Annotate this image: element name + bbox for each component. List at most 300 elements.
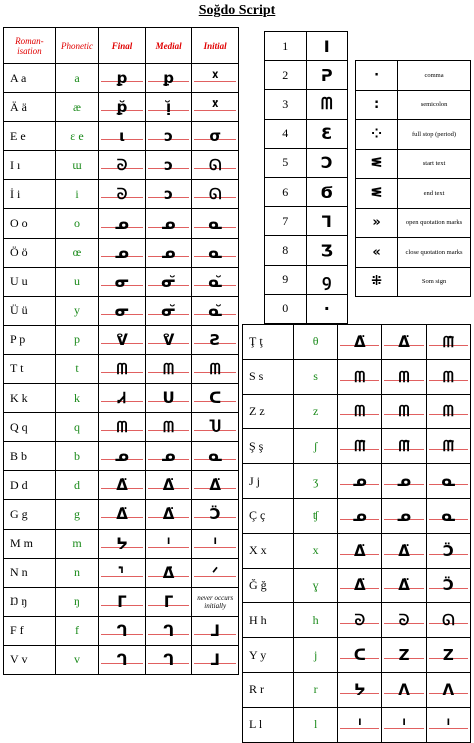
romanisation-cell: Ü ü [4, 296, 56, 325]
glyph: ᐃ̈ [209, 476, 221, 495]
phonetic-cell: ʒ [294, 464, 338, 499]
letter-row [4, 354, 239, 383]
letter-row [4, 93, 239, 122]
medial-form-cell [145, 529, 192, 558]
phonetic-cell: æ [55, 93, 98, 122]
glyph-baseline [427, 505, 470, 527]
initial-form-cell [426, 568, 470, 603]
glyph: ᗰ [354, 367, 366, 386]
letter-row [4, 500, 239, 529]
medial-form-cell [382, 464, 426, 499]
glyph-baseline [382, 714, 425, 736]
numeral-row [265, 294, 348, 323]
glyph-baseline [338, 331, 381, 353]
numeral-glyph-cell [306, 177, 348, 206]
phonetic-cell: ʧ [294, 498, 338, 533]
glyph: ᴉ̆ [166, 98, 172, 117]
punctuation-row [356, 208, 471, 238]
medial-form-cell [382, 533, 426, 568]
numeral-row [265, 177, 348, 206]
glyph: Ɔ̈ [209, 505, 221, 524]
medial-form-cell [382, 603, 426, 638]
final-form-cell [99, 267, 146, 296]
letter-row [4, 151, 239, 180]
numeral-glyph: Ꞁ [321, 211, 332, 231]
numeral-glyph-cell [306, 207, 348, 236]
glyph-baseline [146, 562, 192, 584]
glyph: ι [119, 127, 125, 146]
glyph: ᒧ [210, 621, 220, 640]
numeral-glyph-cell [306, 294, 348, 323]
punctuation-table [355, 60, 471, 297]
numeral-glyph: Ʒ [320, 240, 333, 260]
numeral-value: 1 [265, 32, 307, 61]
phonetic-cell: ɯ [55, 151, 98, 180]
letter-row [4, 471, 239, 500]
numeral-glyph-cell [306, 119, 348, 148]
romanisation-cell: S s [243, 359, 294, 394]
glyph: ᗰ [209, 359, 221, 378]
glyph-baseline [146, 533, 192, 555]
phonetic-cell: f [55, 616, 98, 645]
numeral-value: 0 [265, 294, 307, 323]
glyph: Ⴎ [209, 418, 222, 437]
letter-row [4, 529, 239, 558]
glyph-baseline [192, 358, 238, 380]
numeral-row [265, 61, 348, 90]
glyph-baseline [427, 331, 470, 353]
phonetic-cell: j [294, 638, 338, 673]
initial-form-cell [192, 64, 239, 93]
glyph: ᕁ̈ [211, 98, 220, 117]
initial-form-cell [192, 151, 239, 180]
romanisation-cell: Ğ ğ [243, 568, 294, 603]
glyph-baseline [99, 474, 145, 496]
punctuation-description: close quotation marks [398, 238, 471, 268]
medial-form-cell [145, 587, 192, 616]
glyph: ᐃ̈ [162, 476, 175, 495]
glyph: ᘐ [116, 185, 128, 204]
glyph-baseline [338, 574, 381, 596]
glyph: ᐃ̈ [398, 332, 410, 351]
phonetic-cell: ŋ [55, 587, 98, 616]
glyph-baseline [192, 271, 238, 293]
glyph: ᓇ [208, 214, 223, 233]
glyph-baseline [99, 387, 145, 409]
glyph: ᐃ̈ [398, 576, 410, 595]
glyph-baseline [99, 562, 145, 584]
glyph: ᓄ [115, 243, 129, 262]
glyph: ᐃ̈ [354, 541, 366, 560]
glyph-baseline [192, 503, 238, 525]
glyph: ꝑ̆ [116, 98, 128, 117]
initial-form-cell [426, 359, 470, 394]
glyph: ᑊ [446, 715, 451, 734]
medial-form-cell [145, 413, 192, 442]
letter-row [4, 267, 239, 296]
medial-form-cell [145, 325, 192, 354]
punctuation-symbol: : [356, 90, 398, 120]
initial-form-cell [192, 93, 239, 122]
numeral-glyph-cell [306, 32, 348, 61]
glyph: ᒉ [163, 650, 175, 669]
glyph-baseline [382, 609, 425, 631]
final-form-cell [99, 587, 146, 616]
glyph-baseline [382, 470, 425, 492]
glyph-baseline [338, 609, 381, 631]
punctuation-description: end text [398, 179, 471, 209]
letter-row [243, 568, 471, 603]
glyph: ꝑ [163, 69, 174, 88]
romanisation-cell: B b [4, 442, 56, 471]
glyph: ᓄ [161, 447, 176, 466]
numeral-glyph: ꝯ [322, 270, 332, 290]
glyph-baseline [99, 503, 145, 525]
glyph: ᗰ [442, 367, 454, 386]
glyph: σ [209, 127, 222, 146]
glyph: Ɔ̈ [442, 541, 454, 560]
final-form-cell [338, 638, 382, 673]
header-medial: Medial [145, 28, 192, 64]
punctuation-symbol: ⁜ [356, 267, 398, 297]
initial-form-cell [192, 413, 239, 442]
final-form-cell [99, 93, 146, 122]
glyph: ᗰ [354, 402, 366, 421]
final-form-cell [99, 645, 146, 674]
final-form-cell [99, 209, 146, 238]
punctuation-row [356, 90, 471, 120]
final-form-cell [99, 151, 146, 180]
letter-row [243, 672, 471, 707]
medial-form-cell [145, 122, 192, 151]
numeral-glyph-cell [306, 61, 348, 90]
punctuation-row [356, 120, 471, 150]
glyph: ᐃ̈ [116, 476, 128, 495]
punctuation-row [356, 179, 471, 209]
glyph-baseline [338, 540, 381, 562]
initial-form-cell [192, 238, 239, 267]
romanisation-cell: O o [4, 209, 56, 238]
medial-form-cell [382, 568, 426, 603]
medial-form-cell [145, 151, 192, 180]
glyph-baseline [382, 366, 425, 388]
romanisation-cell: V v [4, 645, 56, 674]
glyph-baseline [99, 125, 145, 147]
numeral-value: 4 [265, 119, 307, 148]
medial-form-cell [145, 93, 192, 122]
phonetic-cell: ɛ e [55, 122, 98, 151]
glyph-baseline [427, 366, 470, 388]
punctuation-symbol: · [356, 61, 398, 91]
glyph: ᓂ̆ [161, 301, 176, 320]
final-form-cell [338, 429, 382, 464]
romanisation-cell: F f [4, 616, 56, 645]
glyph-baseline [427, 574, 470, 596]
glyph: ᐃ̈ [116, 505, 128, 524]
romanisation-cell: K k [4, 384, 56, 413]
phonetic-cell: b [55, 442, 98, 471]
glyph-baseline [146, 620, 192, 642]
glyph-baseline [338, 644, 381, 666]
glyph: ᕁ [211, 69, 220, 88]
glyph-baseline [192, 213, 238, 235]
numeral-glyph: ᕈ [320, 65, 333, 85]
page-title: Soğdo Script [198, 3, 276, 18]
glyph-baseline [99, 649, 145, 671]
glyph: ᓄ [352, 472, 367, 491]
glyph-baseline [338, 435, 381, 457]
glyph: ᑊ [166, 534, 171, 553]
punctuation-symbol: « [356, 238, 398, 268]
phonetic-cell: x [294, 533, 338, 568]
glyph: ᐃ̈ [162, 505, 175, 524]
letter-row [243, 464, 471, 499]
romanisation-cell: Ş ş [243, 429, 294, 464]
glyph: ᘐ [116, 156, 128, 175]
glyph: ᓄ [352, 506, 367, 525]
glyph: ᐃ̇ [162, 563, 175, 582]
glyph: ᐃ̈ [354, 576, 366, 595]
romanisation-cell: A a [4, 64, 56, 93]
final-form-cell [99, 500, 146, 529]
romanisation-cell: Ŋ ŋ [4, 587, 56, 616]
glyph-baseline [427, 435, 470, 457]
glyph-baseline [99, 620, 145, 642]
numeral-value: 7 [265, 207, 307, 236]
final-form-cell [99, 64, 146, 93]
glyph-baseline [427, 609, 470, 631]
punctuation-description: comma [398, 61, 471, 91]
medial-form-cell [145, 558, 192, 587]
glyph-baseline [99, 242, 145, 264]
glyph: ᗰ [163, 359, 174, 378]
numeral-value: 6 [265, 177, 307, 206]
phonetic-cell: u [55, 267, 98, 296]
initial-form-cell [426, 672, 470, 707]
medial-form-cell [145, 354, 192, 383]
glyph: ᕓ [116, 330, 128, 349]
final-form-cell [99, 238, 146, 267]
letter-row [4, 238, 239, 267]
glyph-baseline [192, 416, 238, 438]
romanisation-cell: M m [4, 529, 56, 558]
glyph: ᕓ [162, 330, 175, 349]
numerals-table [264, 31, 348, 324]
glyph-baseline [427, 400, 470, 422]
glyph: ᔭ [353, 680, 366, 699]
glyph-baseline [146, 358, 192, 380]
glyph-baseline [382, 505, 425, 527]
romanisation-cell: Y y [243, 638, 294, 673]
romanisation-cell: U u [4, 267, 56, 296]
glyph-baseline [99, 271, 145, 293]
glyph: ᗰ̈ [442, 437, 454, 456]
glyph: Ɔ̈ [442, 576, 454, 595]
glyph: ᑊ [402, 715, 406, 734]
numeral-glyph: · [323, 299, 330, 319]
glyph-baseline [192, 242, 238, 264]
glyph: ᘐ [398, 611, 410, 630]
glyph: ᓇ̆ [208, 301, 223, 320]
glyph: ᑌ [162, 389, 175, 408]
initial-form-cell [192, 122, 239, 151]
letter-row [4, 616, 239, 645]
glyph: ᗰ̈ [354, 437, 366, 456]
glyph-baseline [427, 714, 470, 736]
numeral-row [265, 207, 348, 236]
punctuation-description: semicolon [398, 90, 471, 120]
medial-form-cell [382, 638, 426, 673]
glyph-baseline [382, 574, 425, 596]
glyph-baseline [192, 474, 238, 496]
glyph: ᗰ [116, 418, 128, 437]
glyph-baseline [146, 329, 192, 351]
letter-row [243, 603, 471, 638]
medial-form-cell [382, 498, 426, 533]
romanisation-cell: E e [4, 122, 56, 151]
glyph-baseline [382, 331, 425, 353]
glyph-baseline [146, 67, 192, 89]
numeral-value: 2 [265, 61, 307, 90]
glyph: ɔ [164, 156, 174, 175]
initial-form-cell [192, 296, 239, 325]
glyph-baseline [146, 503, 192, 525]
glyph: ᓇ [441, 472, 456, 491]
medial-form-cell [145, 442, 192, 471]
glyph: ꝑ [116, 69, 128, 88]
numeral-row [265, 119, 348, 148]
glyph-baseline [382, 644, 425, 666]
numeral-row [265, 32, 348, 61]
final-form-cell [99, 384, 146, 413]
initial-form-cell [426, 325, 470, 360]
glyph-baseline [146, 154, 192, 176]
glyph-baseline [146, 387, 192, 409]
medial-form-cell [382, 325, 426, 360]
glyph: ᑕ [353, 646, 366, 665]
medial-form-cell [145, 296, 192, 325]
glyph-baseline [99, 183, 145, 205]
punctuation-description: full stop (period) [398, 120, 471, 150]
phonetic-cell: d [55, 471, 98, 500]
glyph: ᓄ [115, 447, 129, 466]
phonetic-cell: r [294, 672, 338, 707]
final-form-cell [338, 498, 382, 533]
phonetic-cell: t [55, 354, 98, 383]
phonetic-cell: g [55, 500, 98, 529]
glyph: ᓇ̆ [208, 272, 223, 291]
initial-form-cell [192, 529, 239, 558]
glyph: ᐱ [398, 680, 410, 699]
phonetic-cell: h [294, 603, 338, 638]
romanisation-cell: Ç ç [243, 498, 294, 533]
glyph-baseline [338, 400, 381, 422]
medial-form-cell [145, 645, 192, 674]
initial-form-cell [426, 394, 470, 429]
glyph: ᑊ̇ [120, 563, 124, 582]
final-form-cell [99, 180, 146, 209]
punctuation-symbol: ᓬ [356, 149, 398, 179]
phonetic-cell: i [55, 180, 98, 209]
romanisation-cell: Q q [4, 413, 56, 442]
medial-form-cell [145, 64, 192, 93]
final-form-cell [99, 296, 146, 325]
letter-row [4, 209, 239, 238]
glyph-baseline [338, 470, 381, 492]
phonetic-cell: m [55, 529, 98, 558]
romanisation-cell: Z z [243, 394, 294, 429]
phonetic-cell: l [294, 707, 338, 742]
initial-form-cell [192, 325, 239, 354]
header-phonetic: Phonetic [55, 28, 98, 64]
medial-form-cell [145, 616, 192, 645]
medial-form-cell [382, 429, 426, 464]
initial-form-cell [426, 707, 470, 742]
numeral-value: 5 [265, 148, 307, 177]
final-form-cell [99, 413, 146, 442]
glyph-baseline [192, 533, 238, 555]
consonant-table-right [242, 324, 471, 743]
glyph-baseline [192, 649, 238, 671]
glyph-baseline [99, 329, 145, 351]
glyph: ᗰ [116, 359, 128, 378]
initial-form-cell [426, 464, 470, 499]
numeral-row [265, 90, 348, 119]
letter-row [4, 384, 239, 413]
glyph: ᗰ̈ [398, 437, 410, 456]
phonetic-cell: œ [55, 238, 98, 267]
glyph-baseline [427, 540, 470, 562]
glyph: ᓇ [208, 447, 223, 466]
letter-row [4, 180, 239, 209]
initial-form-cell [192, 558, 239, 587]
medial-form-cell [382, 672, 426, 707]
glyph: ᒥ [117, 592, 127, 611]
main-letter-table [3, 27, 239, 675]
romanisation-cell: D d [4, 471, 56, 500]
glyph: ᓄ [161, 243, 176, 262]
glyph-baseline [192, 183, 238, 205]
glyph: ɔ [164, 127, 174, 146]
numeral-value: 8 [265, 236, 307, 265]
glyph-baseline [99, 416, 145, 438]
glyph-baseline [192, 67, 238, 89]
romanisation-cell: T t [4, 354, 56, 383]
final-form-cell [338, 568, 382, 603]
glyph-baseline [338, 505, 381, 527]
numeral-glyph: Ɛ [321, 124, 333, 144]
note-text: never occurs initially [197, 593, 234, 610]
initial-form-cell [426, 498, 470, 533]
initial-form-cell [192, 384, 239, 413]
glyph-baseline [192, 96, 238, 118]
punctuation-row [356, 238, 471, 268]
numeral-glyph-cell [306, 265, 348, 294]
medial-form-cell [145, 471, 192, 500]
glyph: ᓂ̆ [161, 272, 176, 291]
numeral-glyph-cell [306, 236, 348, 265]
numeral-glyph-cell [306, 148, 348, 177]
glyph-baseline [146, 649, 192, 671]
glyph: ᔭ [116, 534, 128, 553]
initial-form-cell [192, 354, 239, 383]
romanisation-cell: P p [4, 325, 56, 354]
romanisation-cell: X x [243, 533, 294, 568]
glyph-baseline [146, 125, 192, 147]
initial-form-cell [192, 180, 239, 209]
glyph-baseline [382, 679, 425, 701]
glyph: ᐟ [212, 563, 219, 582]
